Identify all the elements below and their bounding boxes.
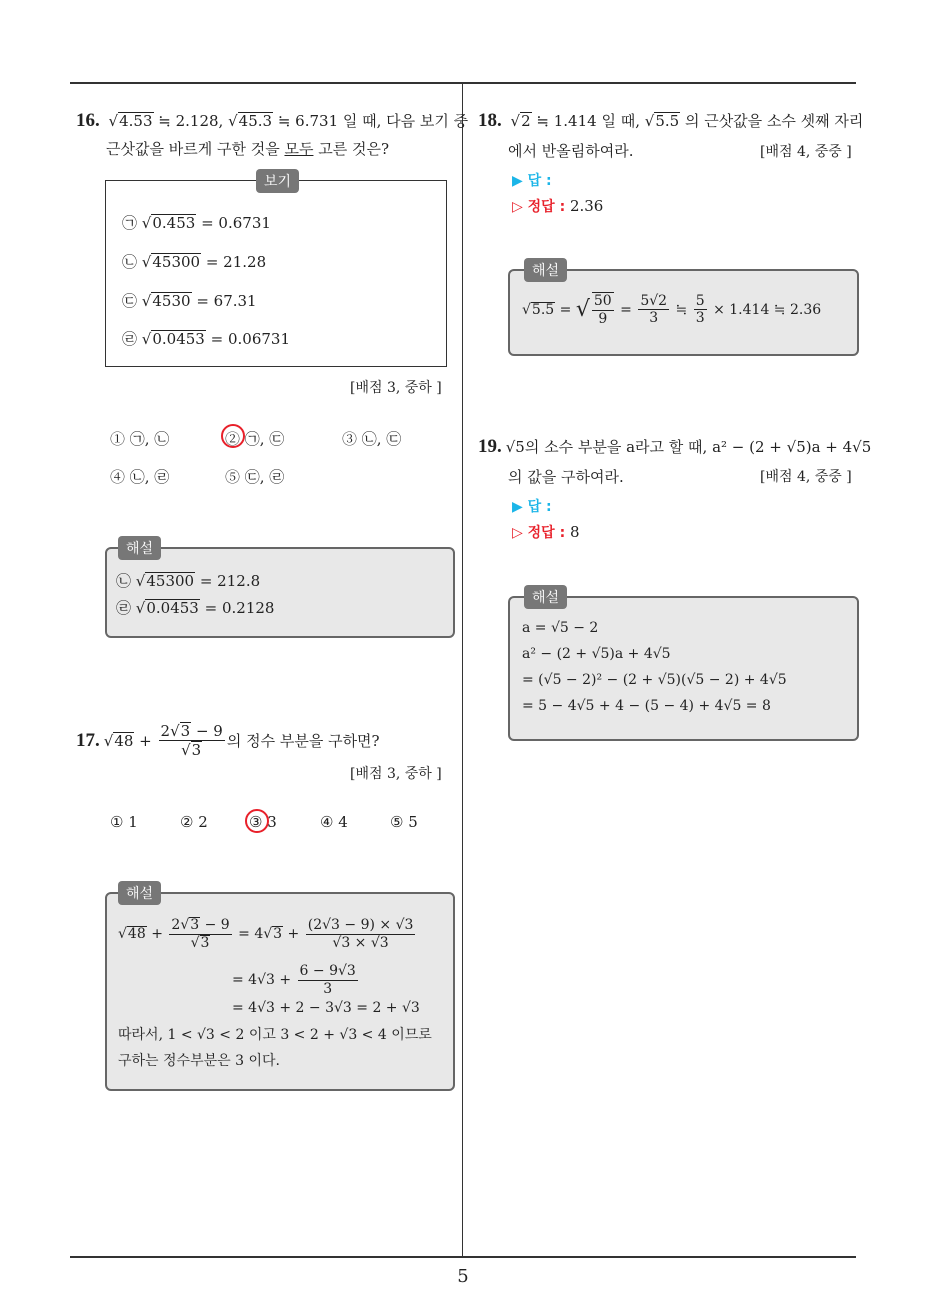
sqrt: √45.3 [228,112,273,130]
q18-stem-line2: 에서 반올림하여라. [508,142,634,160]
q19-stem-line1: 19. √5의 소수 부분을 a라고 할 때, a² − (2 + √5)a + 4√5 [478,436,872,457]
q16-score: [배점 3, 중하 ] [350,380,442,396]
correct-answer-row: ▷ 정답 : 2.36 [512,197,604,215]
top-rule [70,82,856,84]
solution-line: √5.5 = √ $\frac{50}{9}$ = $\frac{5√2}{3}$ ≒ $\frac{5}{3}$ × 1.414 ≒ 2.36 [522,292,822,327]
q17-score: [배점 3, 중하 ] [350,766,442,782]
answer-circle-mark [221,424,245,448]
bogi-item: ㉣ √0.0453 = 0.06731 [122,330,290,348]
bogi-item: ㉢ √4530 = 67.31 [122,292,257,310]
q19-solution-box [508,596,859,741]
q18-score: [배점 4, 중중 ] [760,144,852,160]
solution-line: = (√5 − 2)² − (2 + √5)(√5 − 2) + 4√5 [522,672,787,688]
q17-option-5[interactable]: ⑤ 5 [390,813,418,831]
question-number: 17. [76,729,100,751]
q16-solution-box [105,547,455,638]
solution-line: a² − (2 + √5)a + 4√5 [522,646,671,662]
q16-option-1[interactable]: ① ㉠, ㉡ [110,430,170,448]
q16-option-3[interactable]: ③ ㉡, ㉢ [342,430,402,448]
question-number: 18. [478,110,502,131]
q17-option-3[interactable]: ③ 3 [249,813,277,831]
q17-option-2[interactable]: ② 2 [180,813,208,831]
q19-score: [배점 4, 중중 ] [760,469,852,485]
solution-line: a = √5 − 2 [522,620,599,636]
q17-option-4[interactable]: ④ 4 [320,813,348,831]
answer-label: ▶ 답 : [512,173,552,189]
correct-answer-row: ▷ 정답 : 8 [512,523,580,541]
sqrt: √4.53 [108,112,153,130]
solution-label: 해설 [118,536,161,560]
solution-line: √48 + $\frac{2√3 - 9}{√3}$ = 4 √3 + $\frac{(2√3 - 9) \times √3}{√3 \times √3}$ [118,917,414,951]
bogi-item: ㉡ √45300 = 21.28 [122,253,267,271]
solution-line: 따라서, 1 < √3 < 2 이고 3 < 2 + √3 < 4 이므로 [118,1027,432,1043]
sqrt: √48 [103,731,134,750]
bogi-item: ㉠ √0.453 = 0.6731 [122,214,271,232]
q19-stem-line2: 의 값을 구하여라. [508,468,624,486]
q16-option-2[interactable]: ② ㉠, ㉢ [225,430,285,448]
fraction: $\frac{2√3 - 9}{√3}$ [160,722,223,759]
question-number: 16. [76,110,100,131]
answer-circle-mark [245,809,269,833]
bottom-rule [70,1256,856,1258]
column-divider [462,83,463,1257]
solution-line: ㉡ √45300 = 212.8 [116,572,261,590]
q17-option-1[interactable]: ① 1 [110,813,138,831]
solution-label: 해설 [524,585,567,609]
answer-label: ▶ 답 : [512,499,552,515]
page-number: 5 [457,1266,469,1287]
q16-stem-line1: 16. √4.53 ≒ 2.128, √45.3 ≒ 6.731 일 때, 다음 보기 중 [76,110,469,131]
solution-label: 해설 [118,881,161,905]
bogi-label: 보기 [256,169,299,193]
question-number: 19. [478,436,502,457]
correct-answer-value: 2.36 [569,197,604,215]
q16-stem-line2: 근삿값을 바르게 구한 것을 모두 고른 것은? [106,140,389,158]
q16-option-5[interactable]: ⑤ ㉢, ㉣ [225,468,285,486]
q16-option-4[interactable]: ④ ㉡, ㉣ [110,468,170,486]
solution-line: = 4√3 + $\frac{6 - 9√3}{3}$ [232,963,356,997]
correct-answer-value: 8 [569,523,580,541]
q17-stem: 17. √48 + $\frac{2√3 - 9}{√3}$ 의 정수 부분을 구하면? [76,722,380,759]
q18-stem-line1: 18. √2 ≒ 1.414 일 때, √5.5 의 근삿값을 소수 셋째 자리 [478,110,864,131]
solution-label: 해설 [524,258,567,282]
solution-line: ㉣ √0.0453 = 0.2128 [116,599,275,617]
solution-line: 구하는 정수부분은 3 이다. [118,1053,280,1069]
solution-line: = 5 − 4√5 + 4 − (5 − 4) + 4√5 = 8 [522,698,771,714]
solution-line: = 4√3 + 2 − 3√3 = 2 + √3 [232,1000,420,1016]
